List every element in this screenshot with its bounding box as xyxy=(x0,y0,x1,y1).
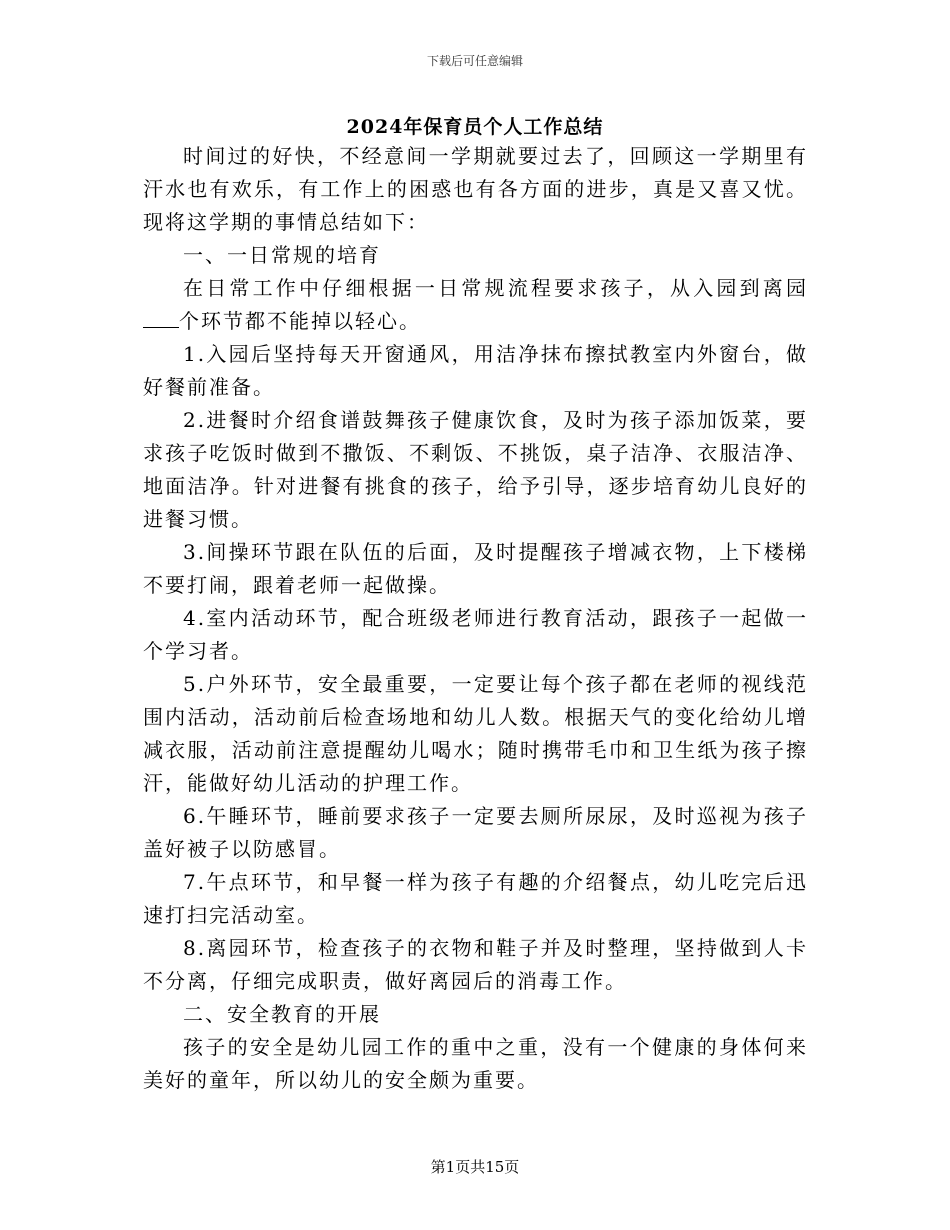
document-body xyxy=(143,140,808,1097)
section-heading-routine: 一、一日常规的培育 xyxy=(183,243,381,267)
routine-lead-text-end: 个环节都不能掉以轻心。 xyxy=(179,309,421,333)
routine-item-2: 2.进餐时介绍食谱鼓舞孩子健康饮食，及时为孩子添加饭菜，要求孩子吃饭时做到不撒饭、不剩饭、不挑饭，桌子洁净、衣服洁净、地面洁净。针对进餐有挑食的孩子，给予引导，逐步培育幼儿良好的进餐习惯。 xyxy=(143,408,808,531)
page-header-note: 下载后可任意编辑 xyxy=(426,54,523,68)
routine-item-4: 4.室内活动环节，配合班级老师进行教育活动，跟孩子一起做一个学习者。 xyxy=(143,606,808,663)
intro-paragraph: 时间过的好快，不经意间一学期就要过去了，回顾这一学期里有汗水也有欢乐，有工作上的困惑也有各方面的进步，真是又喜又忧。现将这学期的事情总结如下： xyxy=(143,144,808,234)
fill-in-blank xyxy=(143,309,179,328)
routine-item-3: 3.间操环节跟在队伍的后面，及时提醒孩子增减衣物，上下楼梯不要打闹，跟着老师一起做操。 xyxy=(143,540,808,597)
routine-item-1: 1.入园后坚持每天开窗通风，用洁净抹布擦拭教室内外窗台，做好餐前准备。 xyxy=(143,342,808,399)
document-title: 2024年保育员个人工作总结 xyxy=(346,116,604,138)
routine-lead-paragraph xyxy=(143,272,808,338)
routine-item-7: 7.午点环节，和早餐一样为孩子有趣的介绍餐点，幼儿吃完后迅速打扫完活动室。 xyxy=(143,870,808,927)
page-number-footer: 第1页共15页 xyxy=(430,1158,520,1176)
section-heading-safety: 二、安全教育的开展 xyxy=(183,1002,381,1026)
safety-paragraph: 孩子的安全是幼儿园工作的重中之重，没有一个健康的身体何来美好的童年，所以幼儿的安全颇为重要。 xyxy=(143,1035,808,1092)
routine-item-5: 5.户外环节，安全最重要，一定要让每个孩子都在老师的视线范围内活动，活动前后检查场地和幼儿人数。根据天气的变化给幼儿增减衣服，活动前注意提醒幼儿喝水；随时携带毛巾和卫生纸为孩子擦汗，能做好幼儿活动的护理工作。 xyxy=(143,672,808,795)
routine-lead-text: 在日常工作中仔细根据一日常规流程要求孩子，从入园到离园 xyxy=(183,276,808,300)
routine-item-6: 6.午睡环节，睡前要求孩子一定要去厕所尿尿，及时巡视为孩子盖好被子以防感冒。 xyxy=(143,804,808,861)
routine-item-8: 8.离园环节，检查孩子的衣物和鞋子并及时整理，坚持做到人卡不分离，仔细完成职责，做好离园后的消毒工作。 xyxy=(143,936,808,993)
